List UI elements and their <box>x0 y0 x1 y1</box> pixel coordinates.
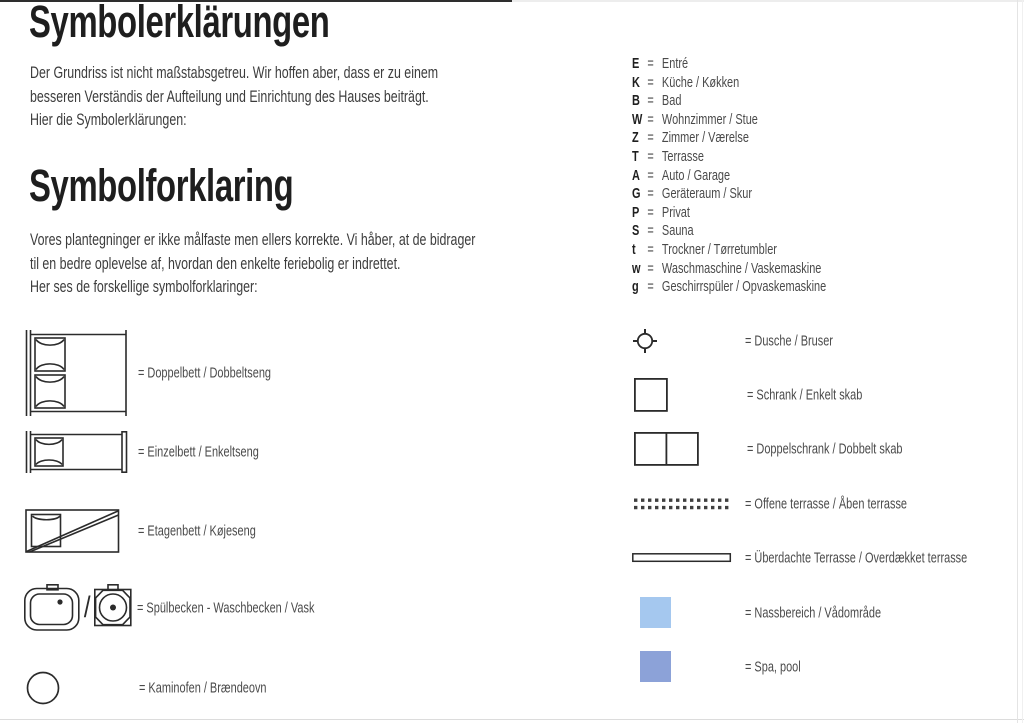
abbr-meaning: Bad <box>661 92 682 110</box>
abbr-meaning: Auto / Garage <box>661 166 731 184</box>
abbr-equals: = <box>647 240 654 258</box>
legend-row-covered-terrace <box>632 549 1012 567</box>
page-title-german: Symbolerklärungen <box>29 0 330 47</box>
abbr-meaning: Wohnzimmer / Stue <box>661 110 758 128</box>
abbr-equals: = <box>647 259 654 277</box>
abbr-equals: = <box>647 278 654 296</box>
spa-pool-swatch <box>640 651 671 682</box>
sink-washbasin-icon <box>24 584 132 631</box>
abbr-row <box>632 111 826 130</box>
abbreviation-list <box>632 55 826 297</box>
legend-row-open-terrace <box>632 497 1012 511</box>
page-title-danish: Symbolforklaring <box>29 160 294 211</box>
abbr-meaning: Privat <box>661 203 690 221</box>
abbr-equals: = <box>647 166 654 184</box>
washbasin-icon <box>94 584 132 631</box>
abbr-row <box>632 278 826 297</box>
abbr-equals: = <box>647 92 654 110</box>
abbr-equals: = <box>647 203 654 221</box>
abbr-letter: t <box>632 240 636 258</box>
bunk-bed-icon <box>25 509 120 553</box>
intro-german-line: besseren Verständis der Aufteilung und Einrichtung des Hauses beiträgt. <box>30 86 429 106</box>
abbr-letter: W <box>632 110 643 128</box>
intro-german <box>30 61 438 132</box>
abbr-row <box>632 148 826 167</box>
wet-area-swatch <box>640 597 671 628</box>
abbr-letter: T <box>632 147 639 165</box>
abbr-meaning: Entré <box>661 55 689 72</box>
page-top-edge-light <box>512 0 1024 2</box>
legend-row-cabinet <box>634 378 994 412</box>
legend-label: = Nassbereich / Vådområde <box>745 604 882 621</box>
abbr-equals: = <box>647 147 654 165</box>
abbr-equals: = <box>647 222 654 240</box>
abbr-letter: g <box>632 278 639 296</box>
slash-separator: / <box>83 590 91 624</box>
legend-row-sink <box>24 584 424 631</box>
intro-danish-line: Vores plantegninger er ikke målfaste men ellers korrekte. Vi håber, at de bidrager <box>30 230 476 249</box>
abbr-meaning: Küche / Køkken <box>661 73 740 91</box>
single-bed-icon <box>25 431 131 473</box>
abbr-row <box>632 92 826 111</box>
abbr-equals: = <box>647 110 654 128</box>
legend-row-fireplace <box>26 671 426 705</box>
legend-row-wet-area <box>640 597 1012 628</box>
legend-label: = Schrank / Enkelt skab <box>747 386 863 404</box>
abbr-meaning: Waschmaschine / Vaskemaskine <box>661 259 822 277</box>
abbr-letter: A <box>632 166 640 184</box>
abbr-row <box>632 204 826 223</box>
abbr-equals: = <box>647 185 654 203</box>
abbr-letter: B <box>632 92 640 110</box>
legend-label: = Offene terrasse / Åben terrasse <box>745 495 908 513</box>
legend-row-shower <box>632 328 992 354</box>
legend-label: = Kaminofen / Brændeovn <box>139 679 267 697</box>
abbr-letter: Z <box>632 129 639 147</box>
abbr-row <box>632 222 826 241</box>
abbr-row <box>632 260 826 279</box>
abbr-row <box>632 167 826 186</box>
abbr-meaning: Geräteraum / Skur <box>661 185 753 203</box>
abbr-meaning: Zimmer / Værelse <box>661 129 749 147</box>
legend-label: = Doppelbett / Dobbeltseng <box>138 364 272 382</box>
abbr-equals: = <box>647 55 654 72</box>
legend-row-spa-pool <box>640 651 1012 682</box>
abbr-row <box>632 185 826 204</box>
legend-label: = Einzelbett / Enkeltseng <box>138 443 259 461</box>
legend-label: = Etagenbett / Køjeseng <box>138 522 256 540</box>
legend-row-double-cabinet <box>634 432 994 466</box>
abbr-meaning: Terrasse <box>661 147 704 165</box>
legend-label: = Überdachte Terrasse / Overdækket terrasse <box>745 549 968 567</box>
abbr-letter: K <box>632 73 640 91</box>
legend-label: = Spa, pool <box>745 658 801 675</box>
page-bottom-edge <box>0 719 1024 720</box>
abbr-row <box>632 129 826 148</box>
legend-row-bunk-bed <box>25 509 425 553</box>
abbr-letter: G <box>632 185 641 203</box>
legend-label: = Spülbecken - Waschbecken / Vask <box>137 599 315 616</box>
intro-german-line: Der Grundriss ist nicht maßstabsgetreu. Wir hoffen aber, dass er zu einem <box>30 63 439 82</box>
abbr-letter: S <box>632 222 640 240</box>
open-terrace-icon <box>632 497 732 511</box>
abbr-meaning: Sauna <box>661 222 694 240</box>
cabinet-icon <box>634 378 668 412</box>
page-right-edge <box>1017 0 1018 723</box>
legend-label: = Doppelschrank / Dobbelt skab <box>747 440 903 458</box>
abbr-row <box>632 241 826 260</box>
intro-german-line: Hier die Symbolerklärungen: <box>30 110 187 129</box>
legend-label: = Dusche / Bruser <box>745 332 833 350</box>
covered-terrace-icon <box>632 553 732 563</box>
kitchen-sink-icon <box>24 584 80 631</box>
page-right-edge-outer <box>1022 0 1023 723</box>
abbr-letter: P <box>632 203 640 221</box>
intro-danish-line: til en bedre oplevelse af, hvordan den enkelte feriebolig er indrettet. <box>30 253 401 273</box>
fireplace-icon <box>26 671 60 705</box>
abbr-equals: = <box>647 73 654 91</box>
abbr-row <box>632 74 826 93</box>
legend-row-double-bed <box>25 330 425 416</box>
abbr-meaning: Trockner / Tørretumbler <box>661 240 777 258</box>
double-cabinet-icon <box>634 432 699 466</box>
abbr-equals: = <box>647 129 654 147</box>
legend-row-single-bed <box>25 431 425 473</box>
abbr-meaning: Geschirrspüler / Opvaskemaskine <box>661 278 827 296</box>
intro-danish-line: Her ses de forskellige symbolforklaringer: <box>30 277 258 296</box>
intro-danish <box>30 228 475 299</box>
abbr-letter: w <box>632 259 641 277</box>
abbr-row <box>632 55 826 74</box>
shower-icon <box>632 328 658 354</box>
double-bed-icon <box>25 330 131 416</box>
abbr-letter: E <box>632 55 640 72</box>
